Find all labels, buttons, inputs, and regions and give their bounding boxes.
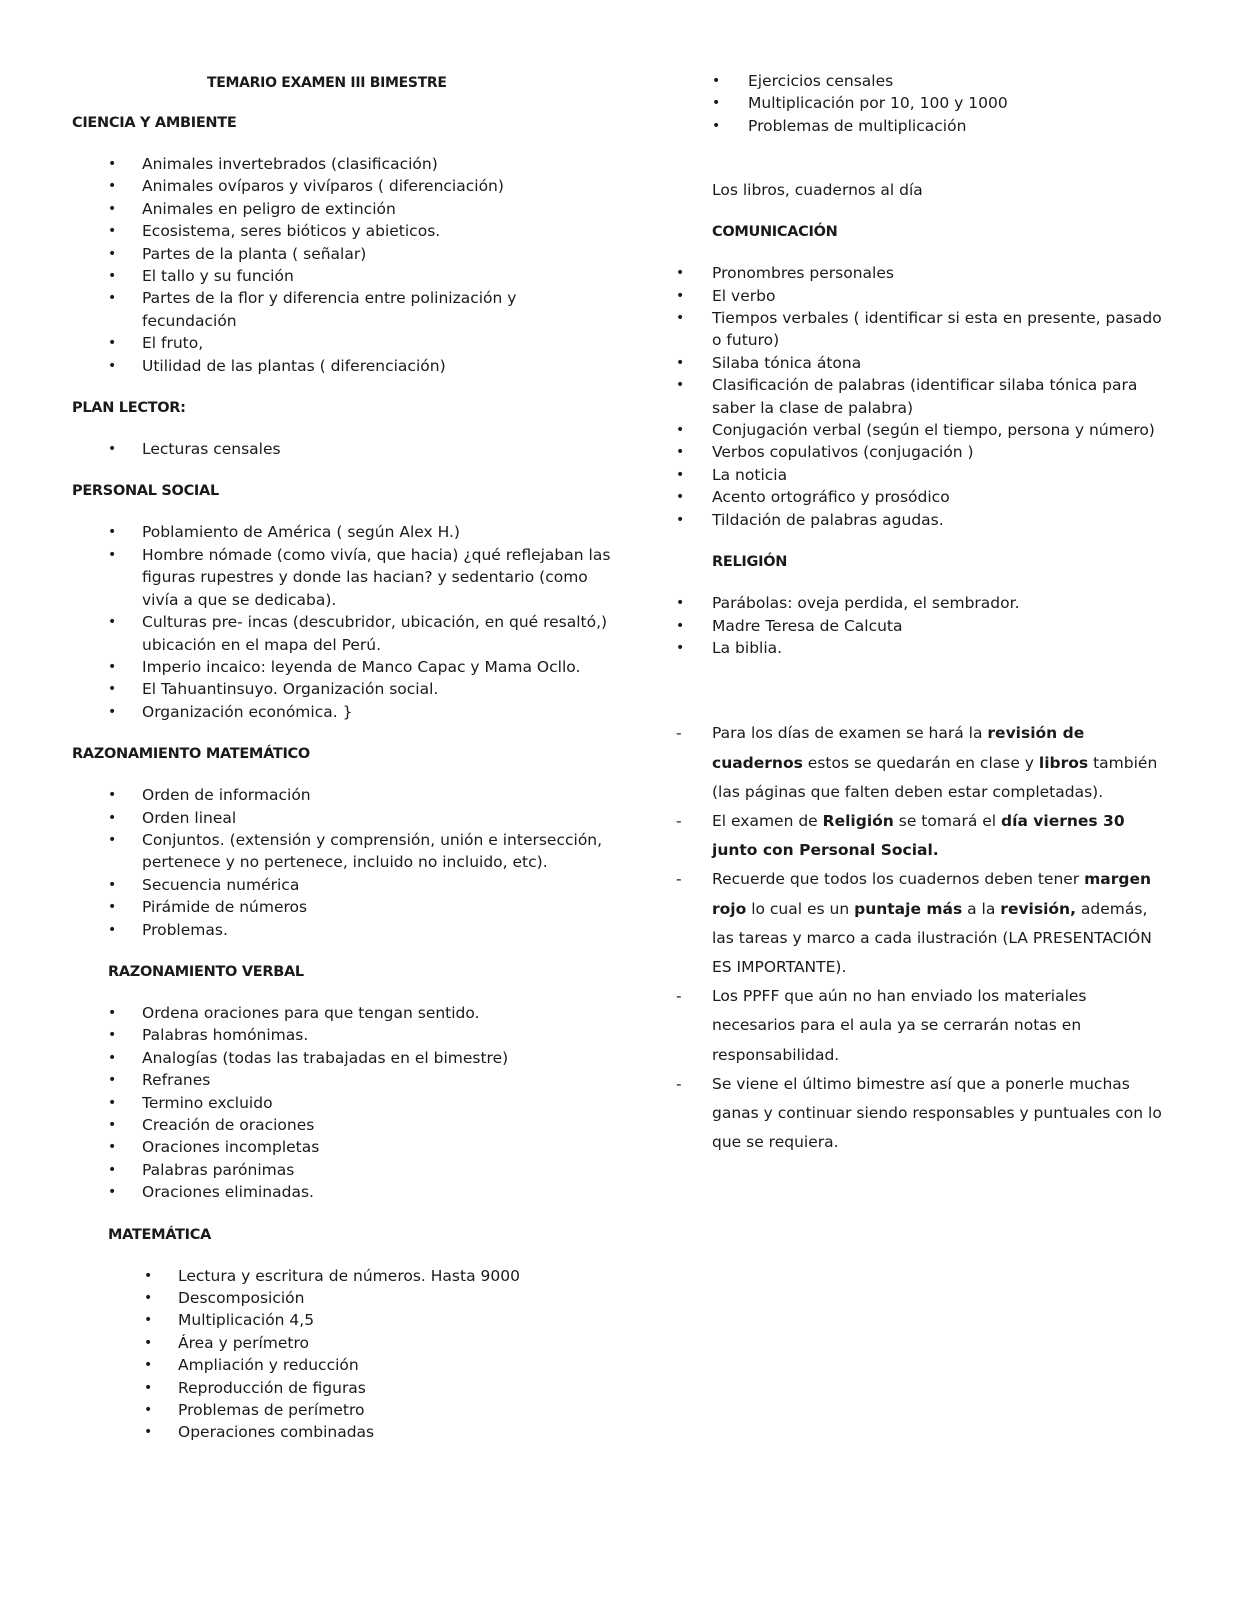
list-item: • Ampliación y reducción [72,1354,612,1376]
list-item: • Termino excluido [72,1092,612,1114]
list-item: • El verbo [676,285,1166,307]
heading-razonamiento-matematico: RAZONAMIENTO MATEMÁTICO [72,746,310,763]
list-item: • Descomposición [72,1287,612,1309]
note-text: El examen de [712,811,823,830]
list-item: • Conjuntos. (extensión y comprensión, unión e intersección, pertenece y no pertenece, incluido no incluido, etc). [72,829,612,874]
heading-religion: RELIGIÓN [712,554,788,571]
note-item [676,982,1166,1070]
list-item: • Pirámide de números [72,896,612,918]
note-text: estos se quedarán en clase y [802,753,1039,772]
list-item: • Operaciones combinadas [72,1421,612,1443]
list-item: • Tildación de palabras agudas. [676,509,1166,531]
dash-marker: - [676,811,682,830]
list-item: • Ordena oraciones para que tengan sentido. [72,1002,612,1024]
heading-matematica: MATEMÁTICA [108,1226,211,1243]
list-item: • Silaba tónica átona [676,352,1166,374]
list-personal-social [72,521,612,723]
list-item: • Animales en peligro de extinción [72,198,612,220]
list-item: • Reproducción de figuras [72,1377,612,1399]
left-column [72,70,612,1444]
note-item [676,865,1166,982]
list-item: • La noticia [676,464,1166,486]
note-bold-text: margen rojo [712,870,1152,918]
heading-comunicacion: COMUNICACIÓN [712,224,838,241]
list-item: • Problemas de multiplicación [676,115,1166,137]
note-bold-text: revisión, [1000,899,1076,918]
list-item: • Culturas pre- incas (descubridor, ubicación, en qué resaltó,) ubicación en el mapa del Perú. [72,611,612,656]
list-item: • Acento ortográfico y prosódico [676,486,1166,508]
list-item: • Multiplicación por 10, 100 y 1000 [676,92,1166,114]
note-bold-text: revisión de cuadernos [712,724,1085,772]
list-item: • Tiempos verbales ( identificar si esta en presente, pasado o futuro) [676,307,1166,352]
list-item: • El fruto, [72,332,612,354]
list-item: • La biblia. [676,637,1166,659]
note-bold-text: Religión [822,811,894,830]
list-item: • Analogías (todas las trabajadas en el bimestre) [72,1047,612,1069]
note-bold-text: día viernes 30 junto con Personal Social. [712,811,1125,860]
list-razonamiento-verbal [72,1002,612,1204]
list-item: • Creación de oraciones [72,1114,612,1136]
list-item: • Palabras parónimas [72,1159,612,1181]
note-text: además, las tareas y marco a cada ilustración (LA PRESENTACIÓN ES IMPORTANTE). [712,899,1152,976]
list-item: • Palabras homónimas. [72,1024,612,1046]
dash-marker: - [676,1074,682,1093]
list-item: • Área y perímetro [72,1332,612,1354]
list-item: • Verbos copulativos (conjugación ) [676,441,1166,463]
list-item: • Ejercicios censales [676,70,1166,92]
list-razonamiento-matematico [72,784,612,941]
list-matematica [72,1265,612,1444]
note-text: Los PPFF que aún no han enviado los materiales necesarios para el aula ya se cerrarán notas en responsabilidad. [712,987,1087,1064]
list-item: • Organización económica. } [72,701,612,723]
list-item: • Lecturas censales [72,438,612,460]
note-text: Recuerde que todos los cuadernos deben tener [712,870,1085,889]
books-note: Los libros, cuadernos al día [712,181,923,200]
note-text: Para los días de examen se hará la [712,724,988,743]
note-text: Se viene el último bimestre así que a ponerle muchas ganas y continuar siendo responsables y puntuales con lo que se requiera. [712,1074,1162,1152]
list-ciencia [72,153,612,377]
heading-razonamiento-verbal: RAZONAMIENTO VERBAL [108,963,304,980]
list-comunicacion [676,262,1166,531]
list-item: • Madre Teresa de Calcuta [676,615,1166,637]
note-text: se tomará el [893,811,1002,830]
list-item: • Parábolas: oveja perdida, el sembrador. [676,592,1166,614]
list-item: • Oraciones eliminadas. [72,1181,612,1203]
note-bold-text: puntaje más [854,899,963,918]
list-item: • Conjugación verbal (según el tiempo, persona y número) [676,419,1166,441]
note-text: lo cual es un [746,899,855,918]
right-column [676,70,1166,1157]
note-item [676,719,1166,807]
list-item: • Imperio incaico: leyenda de Manco Capac y Mama Ocllo. [72,656,612,678]
list-item: • Secuencia numérica [72,874,612,896]
note-bold-text: libros [1038,753,1089,772]
list-item: • Animales invertebrados (clasificación) [72,153,612,175]
list-item: • Multiplicación 4,5 [72,1309,612,1331]
list-item: • Clasificación de palabras (identificar silaba tónica para saber la clase de palabra) [676,374,1166,419]
list-item: • Poblamiento de América ( según Alex H.) [72,521,612,543]
list-item: • El tallo y su función [72,265,612,287]
list-item: • Problemas. [72,919,612,941]
dash-marker: - [676,987,682,1006]
list-plan-lector [72,438,612,460]
note-text: también (las páginas que falten deben estar completadas). [712,753,1158,801]
heading-personal-social: PERSONAL SOCIAL [72,483,219,500]
list-item: • Hombre nómade (como vivía, que hacia) ¿qué reflejaban las figuras rupestres y donde las hacian? y sedentario (como vivía a que se dedicaba). [72,544,612,611]
note-text: a la [962,899,1001,918]
document-title: TEMARIO EXAMEN III BIMESTRE [207,75,447,91]
list-item: • Orden de información [72,784,612,806]
note-item [676,1070,1166,1158]
list-item: • Partes de la planta ( señalar) [72,243,612,265]
list-matematica-continued [676,70,1166,137]
list-item: • Pronombres personales [676,262,1166,284]
list-item: • Problemas de perímetro [72,1399,612,1421]
dash-marker: - [676,724,682,743]
heading-ciencia: CIENCIA Y AMBIENTE [72,115,237,131]
list-item: • Partes de la flor y diferencia entre polinización y fecundación [72,287,612,332]
list-item: • Orden lineal [72,807,612,829]
dash-marker: - [676,870,682,889]
list-item: • El Tahuantinsuyo. Organización social. [72,678,612,700]
list-item: • Refranes [72,1069,612,1091]
heading-plan-lector: PLAN LECTOR: [72,400,186,417]
list-religion [676,592,1166,659]
list-item: • Oraciones incompletas [72,1136,612,1158]
notes-list [676,719,1166,1157]
note-item [676,807,1166,865]
list-item: • Lectura y escritura de números. Hasta 9000 [72,1265,612,1287]
list-item: • Animales ovíparos y vivíparos ( diferenciación) [72,175,612,197]
list-item: • Utilidad de las plantas ( diferenciación) [72,355,612,377]
list-item: • Ecosistema, seres bióticos y abieticos. [72,220,612,242]
